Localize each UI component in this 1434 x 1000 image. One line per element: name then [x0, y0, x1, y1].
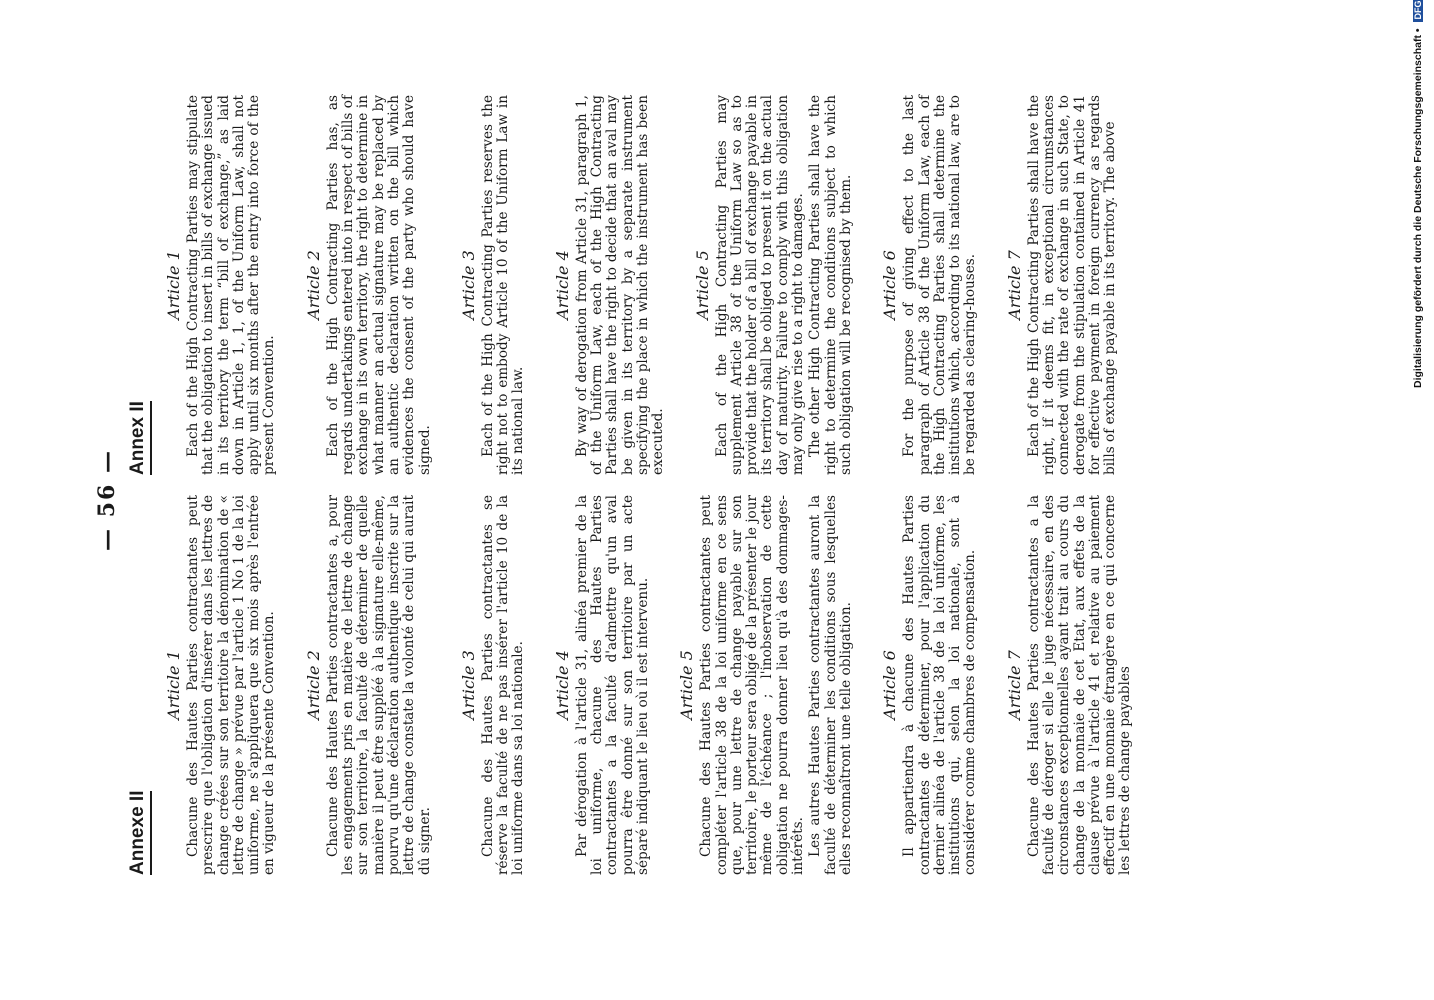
article-title: Article 7 — [1004, 250, 1024, 320]
english-column — [127, 95, 1144, 475]
article-paragraph: Par dérogation à l'article 31, alinéa premier de la loi uniforme, chacune des Hautes Parties contractantes a la faculté d'admettre qu'un aval pourra être donné sur son territoire par un acte séparé indiquant le lieu où il est intervenu. — [573, 495, 651, 875]
article-paragraph: Les autres Hautes Parties contractantes auront la faculté de déterminer les conditions sous lesquelles elles reconnaîtront une telle obligation. — [807, 495, 854, 875]
digitization-note — [1408, 0, 1430, 388]
article-paragraph: Each of the High Contracting Parties shall have the right, if it deems fit, in exceptional circumstances connected with the rate of exchange in such State, to derogate from the stipulation contained in Article 41 for effective payment in foreign currency as regards bills of exchange payable in its territory. The above — [1025, 95, 1119, 475]
article-block — [880, 495, 978, 875]
article-block — [880, 95, 978, 475]
article-paragraph: Chacune des Hautes Parties contractantes peut compléter l'article 38 de la loi uniforme en ce sens que, pour une lettre de change payable sur son territoire, le porteur sera obligé de la présenter le jour même de l'échéance ; l'inobservation de cette obligation ne pourra donner lieu qu'à des dommages-intérêts. — [698, 495, 807, 875]
article-block — [1005, 95, 1119, 475]
article-paragraph: Il appartiendra à chacune des Hautes Parties contractantes de déterminer, pour l'application du dernier alinéa de l'article 38 de la loi uniforme, les institutions qui, selon la loi nationale, sont à considérer comme chambres de compensation. — [901, 495, 979, 875]
article-title: Article 2 — [303, 650, 323, 720]
article-block — [459, 95, 527, 475]
article-title: Article 4 — [552, 650, 572, 720]
article-paragraph: Chacune des Hautes Parties contractantes se réserve la faculté de ne pas insérer l'article 10 de la loi uniforme dans sa loi nationale. — [479, 495, 527, 875]
article-paragraph: By way of derogation from Article 31, paragraph 1, of the Uniform Law, each of the High Contracting Parties shall have the right to decide that an aval may be given in its territory by a separate instrument specifying the place in which the instrument has been executed. — [573, 95, 667, 475]
article-paragraph: Chacune des Hautes Parties contractantes peut prescrire que l'obligation d'insérer dans les lettres de change créées sur son territoire la dénomination de « lettre de change » prévue par l'article 1 No 1 de la loi uniforme, ne s'appliquera que six mois après l'entrée en vigueur de la présente Convention. — [185, 495, 278, 875]
article-title: Article 6 — [880, 650, 900, 720]
article-paragraph: For the purpose of giving effect to the last paragraph of Article 38 of the Uniform Law, each of the High Contracting Parties shall determine the institutions which, according to its national law, are to be regarded as clearing-houses. — [901, 95, 979, 475]
article-paragraph: Each of the High Contracting Parties may stipulate that the obligation to insert in bills of exchange issued in its territory the term “bill of exchange,” as laid down in Article 1, 1, of the Uniform Law, shall not apply until six months after the entry into force of the present Convention. — [185, 95, 278, 475]
article-block — [553, 495, 651, 875]
article-paragraph: Each of the High Contracting Parties reserves the right not to embody Article 10 of the Uniform Law in its national law. — [479, 95, 527, 475]
page-number: — 56 — — [94, 449, 120, 551]
french-articles — [164, 495, 1134, 875]
english-articles — [164, 95, 1118, 475]
dfg-logo: DFG — [1413, 0, 1423, 23]
article-paragraph: Chacune des Hautes Parties contractantes a, pour les engagements pris en matière de lettre de change sur son territoire, la faculté de déterminer de quelle manière il peut être suppléé à la signature elle-même, pourvu qu'une déclaration authentique inscrite sur la lettre de change constate la volonté de celui qui aurait dû signer. — [324, 495, 433, 875]
digitization-note-text: Digitalisierung gefördert durch die Deutsche Forschungsgemeinschaft • — [1412, 28, 1424, 388]
article-title: Article 4 — [552, 250, 572, 320]
annex-title-english: Annex II — [127, 401, 152, 475]
article-block — [553, 95, 667, 475]
article-block — [304, 95, 433, 475]
article-block — [459, 495, 527, 875]
article-title: Article 3 — [458, 250, 478, 320]
article-title: Article 5 — [692, 250, 712, 320]
article-title: Article 1 — [164, 650, 183, 720]
article-title: Article 6 — [880, 250, 900, 320]
article-block — [304, 495, 433, 875]
article-title: Article 2 — [303, 250, 323, 320]
article-paragraph: Each of the High Contracting Parties has, as regards undertakings entered into in respect of bills of exchange in its own territory, the right to determine in what manner an actual signature may be replaced by an authentic declaration written on the bill which evidences the consent of the party who should have signed. — [324, 95, 433, 475]
article-block — [1005, 495, 1134, 875]
article-paragraph: The other High Contracting Parties shall have the right to determine the conditions subject to which such obligation will be recognised by them. — [807, 95, 854, 475]
annex-title-french: Annexe II — [127, 791, 152, 875]
article-block — [693, 95, 855, 475]
article-paragraph: Chacune des Hautes Parties contractantes a la faculté de déroger si elle le juge nécessaire, en des circonstances exceptionnelles ayant trait au cours du change de la monnaie de cet Etat, aux effets de la clause prévue à l'article 41 et relative au paiement effectif en une monnaie étrangère en ce qui concerne les lettres de change payables — [1025, 495, 1134, 875]
article-block — [164, 95, 278, 475]
article-title: Article 5 — [677, 650, 697, 720]
article-block — [164, 495, 278, 875]
french-column — [127, 495, 1160, 875]
article-title: Article 3 — [458, 650, 478, 720]
article-title: Article 1 — [164, 250, 183, 320]
article-block — [677, 495, 854, 875]
article-title: Article 7 — [1004, 650, 1024, 720]
article-paragraph: Each of the High Contracting Parties may supplement Article 38 of the Uniform Law so as to provide that the holder of a bill of exchange payable in its territory shall be obliged to present it on the actual day of maturity. Failure to comply with this obligation may only give rise to a right to damages. — [713, 95, 807, 475]
